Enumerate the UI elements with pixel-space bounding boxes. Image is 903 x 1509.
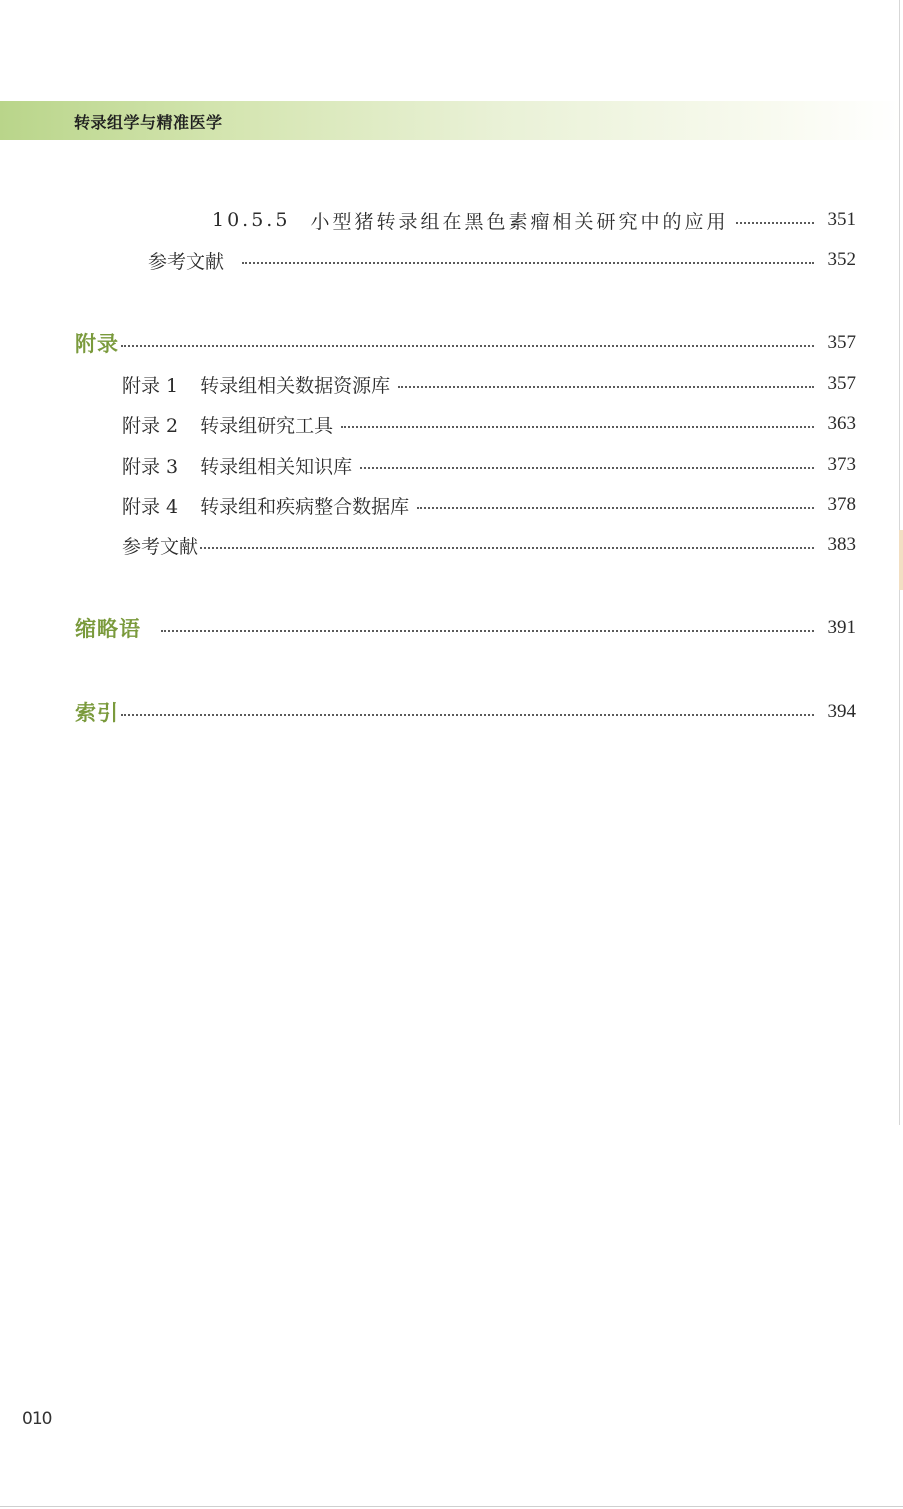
toc-entry-page: 357 [827,332,856,353]
toc-entry-page: 357 [827,373,856,394]
toc-entry-title: 转录组和疾病整合数据库 [200,495,410,518]
dot-leader [200,547,814,549]
toc-entry-title: 转录组研究工具 [200,414,334,437]
running-header-title: 转录组学与精准医学 [74,113,223,132]
toc-section-title: 附录 [75,332,119,356]
toc-entry-number: 附录 1 [122,374,179,397]
toc-entry-page: 383 [827,534,856,555]
dot-leader [736,222,814,224]
toc-entry-title: 小型猪转录组在黑色素瘤相关研究中的应用 [310,210,729,233]
toc-section-appendix[interactable] [75,328,856,358]
toc-entry-title: 参考文献 [122,535,199,558]
toc-entry-number: 10.5.5 [212,209,291,231]
toc-entry-title: 转录组相关知识库 [200,455,353,478]
toc-entry-page: 373 [827,454,856,475]
toc-entry-title: 参考文献 [148,250,225,273]
dot-leader [398,386,814,388]
dot-leader [121,714,814,716]
toc-entry-page: 378 [827,494,856,515]
toc-entry-appendix-4[interactable] [122,490,856,520]
toc-section-index[interactable] [75,697,856,727]
toc-entry-references-ch10[interactable] [148,245,856,275]
toc-entry-page: 394 [827,701,856,722]
toc-section-abbreviations[interactable] [75,613,856,643]
toc-section-title: 索引 [75,701,119,725]
dot-leader [360,467,814,469]
page-edge-tab [899,530,903,590]
toc-entry-references-appendix[interactable] [122,530,856,560]
toc-entry-page: 352 [827,249,856,270]
toc-entry-appendix-1[interactable] [122,369,856,399]
dot-leader [417,507,814,509]
toc-entry-appendix-2[interactable] [122,409,856,439]
toc-entry-number: 附录 2 [122,414,179,437]
toc-entry-10-5-5[interactable] [212,205,856,235]
page-bottom-edge [0,1506,903,1507]
dot-leader [242,262,814,264]
toc-section-title: 缩略语 [75,617,141,641]
toc-entry-number: 附录 4 [122,495,179,518]
toc-entry-page: 363 [827,413,856,434]
page-number: 010 [22,1409,52,1429]
toc-entry-page: 351 [827,209,856,230]
toc-entry-number: 附录 3 [122,455,179,478]
toc-entry-title: 转录组相关数据资源库 [200,374,391,397]
toc-entry-appendix-3[interactable] [122,450,856,480]
dot-leader [161,630,814,632]
dot-leader [341,426,814,428]
dot-leader [121,345,814,347]
toc-entry-page: 391 [827,617,856,638]
